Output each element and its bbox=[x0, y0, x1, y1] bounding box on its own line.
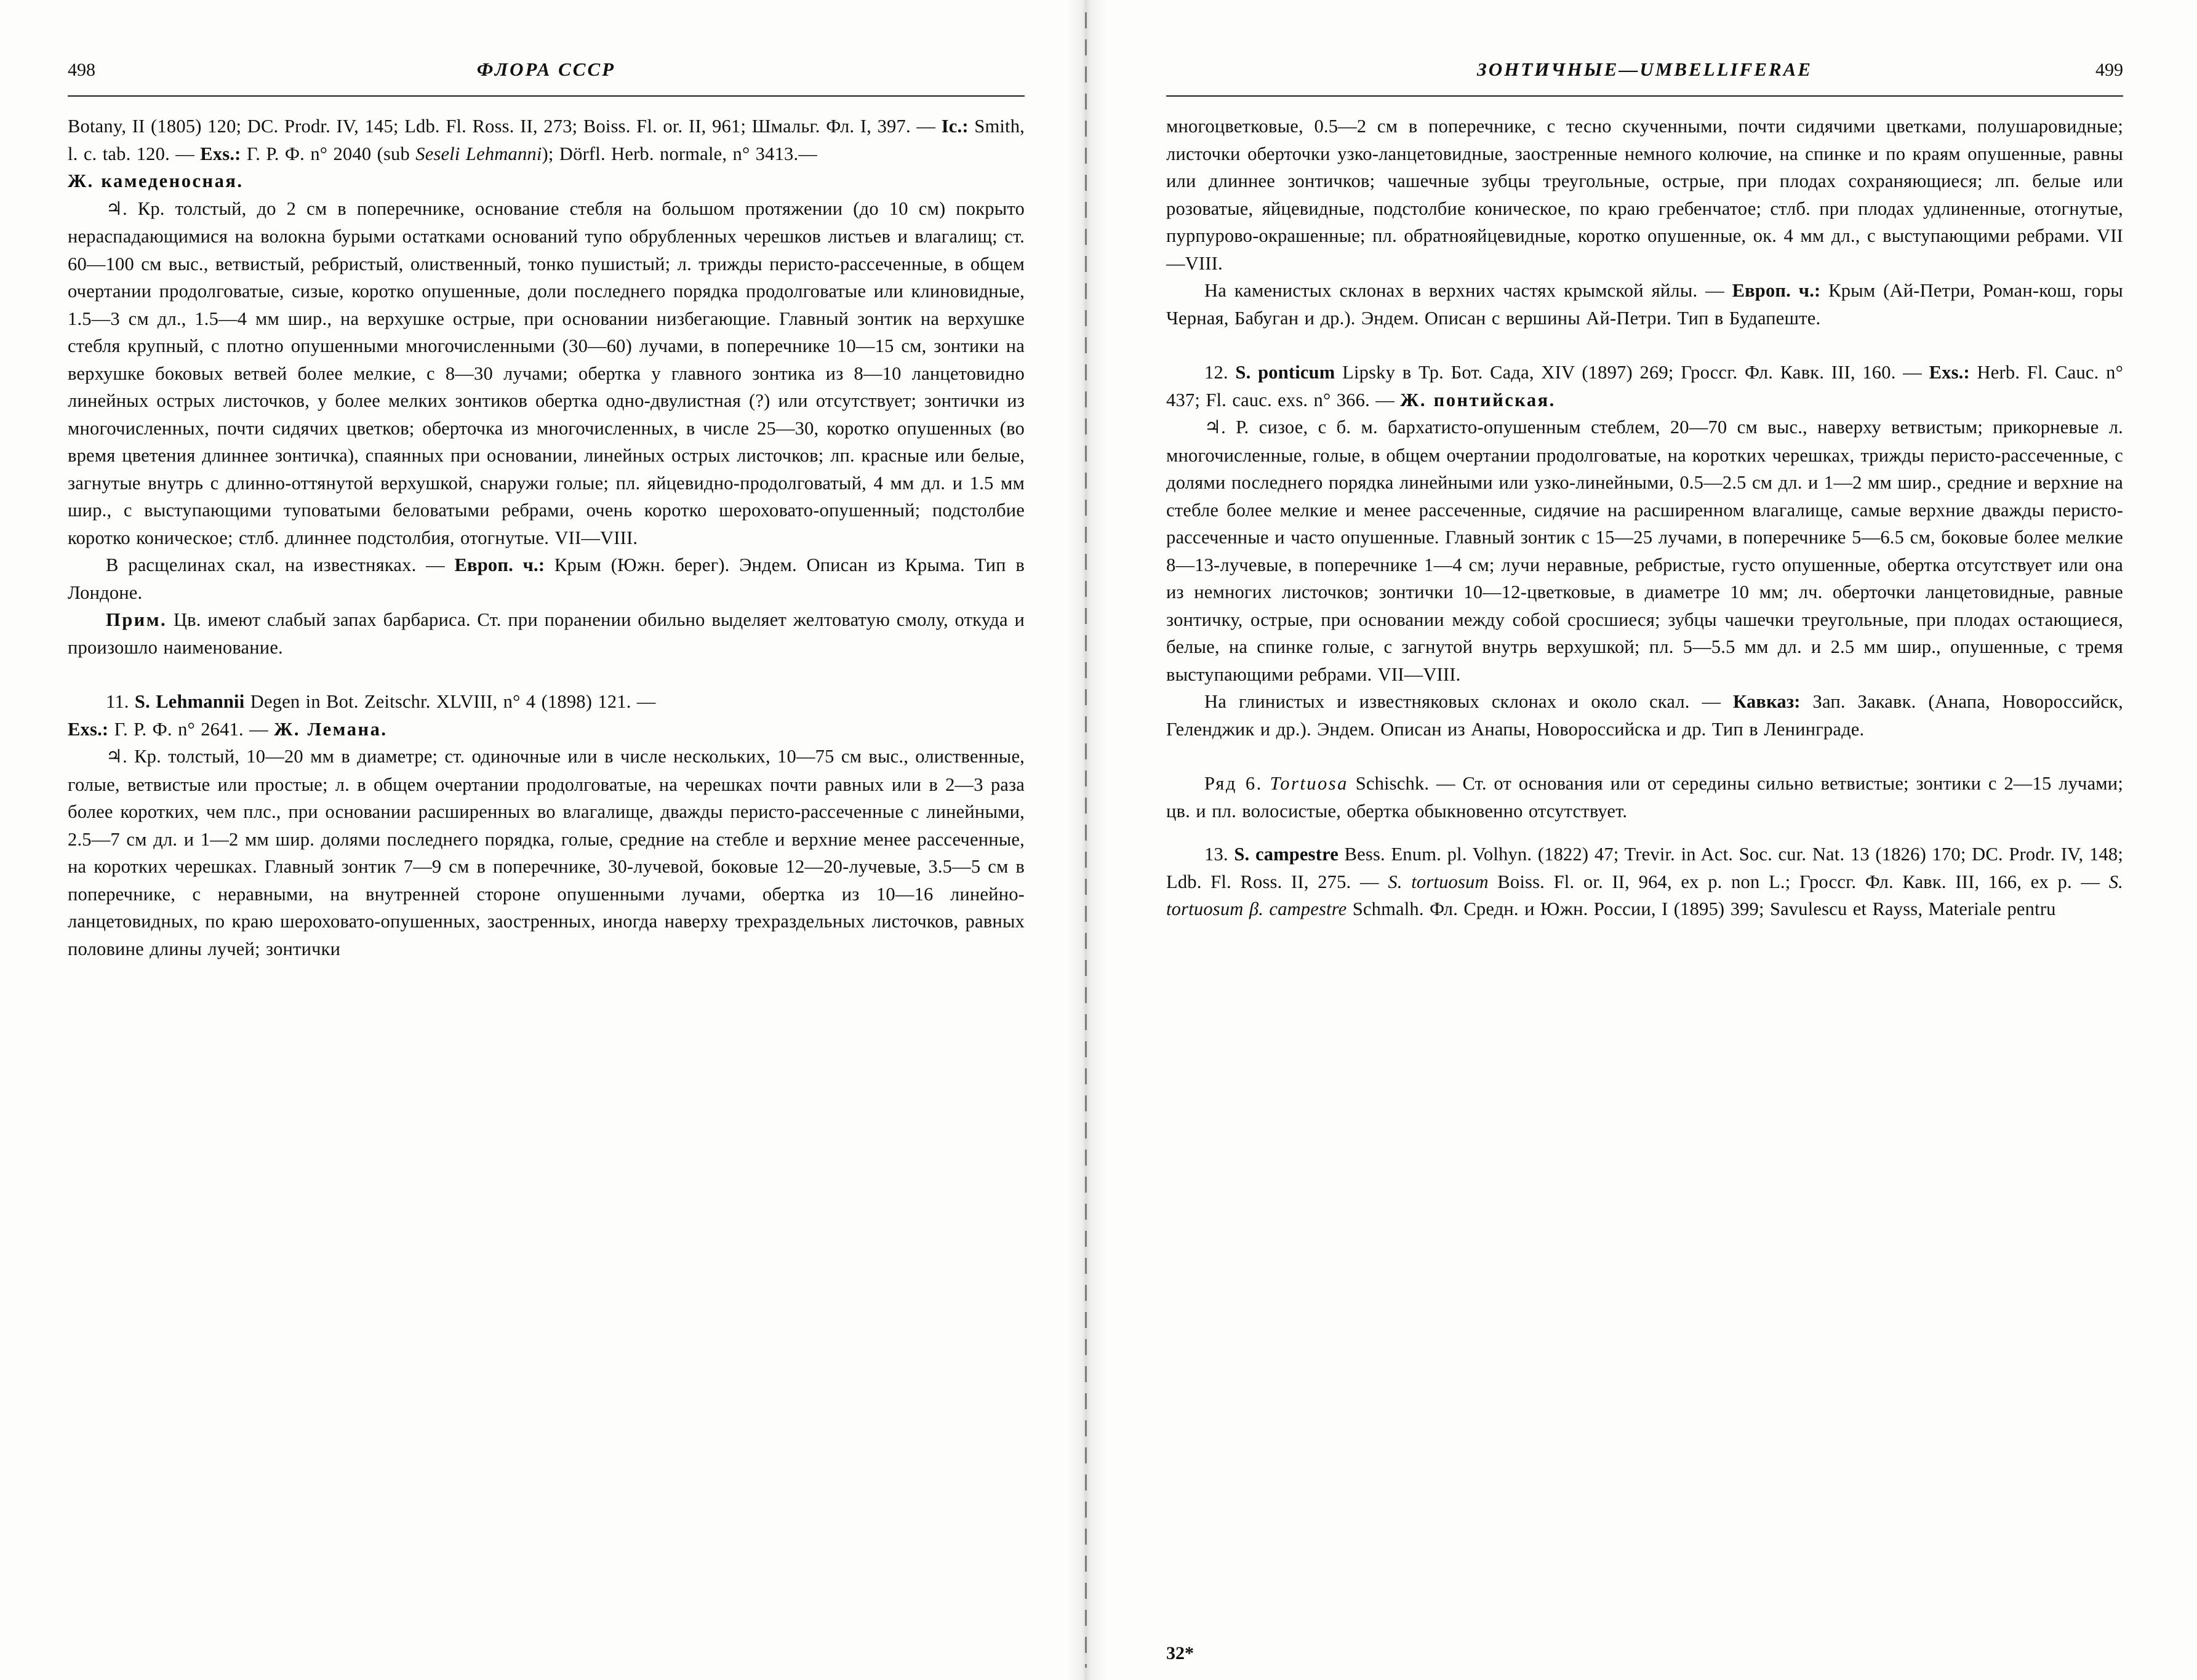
entry-13-synonym-1: S. tortuosum bbox=[1388, 871, 1489, 892]
entry-11-number: 11. bbox=[106, 691, 129, 712]
series-label: Ряд 6. bbox=[1204, 773, 1263, 794]
perennial-symbol: ♃. bbox=[106, 746, 127, 767]
entry-12-heading: 12. S. ponticum Lipsky в Тр. Бот. Сада, XIV (1897) 269; Гроссг. Фл. Кавк. III, 160. — Exs.: Herb. Fl. Cauc. n° 437; Fl. cauc. exs. n° 366. — Ж. понтийская. bbox=[1166, 362, 2123, 410]
entry-12-number: 12. bbox=[1204, 362, 1228, 383]
habitat-paragraph-11: На каменистых склонах в верхних частях крымской яйлы. — Европ. ч.: Крым (Ай-Петри, Роман-кош, горы Черная, Бабуган и др.). Эндем. Описан с вершины Ай-Петри. Тип в Будапеште. bbox=[1166, 280, 2123, 329]
left-folio: 498 bbox=[68, 60, 95, 80]
citation-block: Botany, II (1805) 120; DC. Prodr. IV, 145; Ldb. Fl. Ross. II, 273; Boiss. Fl. or. II, 961; Шмальг. Фл. I, 397. — Ic.: Smith, l. c. tab. 120. — Exs.: Г. Р. Ф. n° 2040 (sub Seseli Lehmanni); Dörfl. Herb. normale, n° 3413.— Ж. камеденосная. bbox=[68, 116, 1025, 191]
habitat-paragraph-1: В расщелинах скал, на известняках. — Европ. ч.: Крым (Южн. берег). Эндем. Описан из Крыма. Тип в Лондоне. bbox=[68, 554, 1025, 603]
right-head-rule bbox=[1166, 95, 2123, 97]
entry-12-description: ♃. Р. сизое, с б. м. бархатисто-опушенным стеблем, 20—70 см выс., наверху ветвистым; прикорневые л. многочисленные, голые, в общем очертании продолговатые, на коротких черешках, трижды перисто-рассеченные, с долями последнего порядка линейными или узко-линейными, 0.5—2.5 см дл. и 1—2 мм шир., средние и верхние на стебле более мелкие и менее рассеченные, сидячие на расширенном влагалище, самые верхние дважды перисто-рассеченные и часто опушенные. Главный зонтик с 15—25 лучами, в поперечнике 5—6.5 см, боковые более мелкие 8—13-лучевые, в поперечнике 1—4 см; лучи неравные, ребристые, густо опушенные, обертка отсутствует или она из немногих листочков; зонтички 10—12-цветковые, в диаметре 10 мм; лч. оберточки ланцетовидные, равные зонтичку, острые, при основании между собой сросшиеся; зубцы чашечки треугольные, при плодах остающиеся, белые, на спинке голые, с загнутой внутрь верхушкой; пл. 5—5.5 мм дл. и 2.5 мм шир., опушенные, с тремя выступающими ребрами. VII—VIII. bbox=[1166, 417, 2124, 685]
left-running-head bbox=[68, 58, 1025, 92]
entry-11-russian-name: Ж. Лемана. bbox=[274, 718, 388, 740]
region-label-europ: Европ. ч.: bbox=[454, 554, 545, 575]
entry-12-species-name: S. ponticum bbox=[1235, 362, 1335, 383]
right-folio: 499 bbox=[2095, 60, 2123, 80]
entry-12-habitat: На глинистых и известняковых склонах и около скал. — Кавказ: Зап. Закавк. (Анапа, Новороссийск, Геленджик и др.). Эндем. Описан из Анапы, Новороссийска и др. Тип в Ленинграде. bbox=[1166, 691, 2123, 740]
region-label-europ: Европ. ч.: bbox=[1732, 280, 1821, 301]
perennial-symbol: ♃. bbox=[1204, 417, 1226, 438]
right-running-head bbox=[1166, 58, 2123, 92]
signature-mark: 32* bbox=[1166, 1643, 1194, 1663]
russian-name-1: Ж. камеденосная. bbox=[68, 170, 244, 191]
left-running-title: ФЛОРА СССР bbox=[476, 58, 616, 80]
entry-12-russian-name: Ж. понтийская. bbox=[1400, 389, 1556, 410]
note-label: Прим. bbox=[106, 609, 167, 630]
description-paragraph-1: ♃. Кр. толстый, до 2 см в поперечнике, основание стебля на большом протяжении (до 10 см) покрыто нераспадающимися на волокна бурыми остатками оснований тупо обрубленных черешков листьев и влагалищ; ст. 60—100 см выс., ветвистый, ребристый, олиственный, тонко пушистый; л. трижды перисто-рассеченные, в общем очертании продолговатые, сизые, коротко опушенные, доли последнего порядка продолговатые или клиновидные, 1.5—3 см дл., 1.5—4 мм шир., на верхушке острые, при основании низбегающие. Главный зонтик на верхушке стебля крупный, с плотно опушенными многочисленными (30—60) лучами, в поперечнике 10—15 см, зонтики на верхушке боковых ветвей более мелкие, с 8—30 лучами; обертка у главного зонтика из 8—10 ланцетовидно линейных острых листочков, у более мелких зонтиков обертка одно-двулистная (?) или отсутствует; зонтички из многочисленных, почти сидячих цветков; оберточка из многочисленных, в числе 25—30, коротко опушенных (во время цветения длиннее зонтичка), спаянных при основании, линейных острых листочков; лп. красные или белые, загнутые внутрь с длинно-оттянутой верхушкой, снаружи голые; пл. яйцевидно-продолговатый, 4 мм дл. и 1.5 мм шир., с выступающими туповатыми беловатыми ребрами, очень коротко шероховато-опушенный; подстолбие коротко коническое; стлб. длиннее подстолбия, отогнутые. VII—VIII. bbox=[68, 198, 1025, 548]
right-running-title: ЗОНТИЧНЫЕ—UMBELLIFERAE bbox=[1477, 58, 1812, 80]
perennial-symbol: ♃. bbox=[106, 198, 127, 219]
entry-11-species-name: S. Lehmannii bbox=[134, 691, 245, 712]
series-6-paragraph: Ряд 6. Tortuosa Schischk. — Ст. от основания или от середины сильно ветвистые; зонтики с 2—15 лучами; цв. и пл. волосистые, обертка обыкновенно отсутствует. bbox=[1166, 773, 2124, 822]
entry-13-number: 13. bbox=[1204, 844, 1228, 865]
region-label-kavkaz: Кавказ: bbox=[1733, 691, 1801, 712]
entry-13-species-name: S. campestre bbox=[1234, 844, 1339, 865]
entry-13-heading: 13. S. campestre Bess. Enum. pl. Volhyn. (1822) 47; Trevir. in Act. Soc. cur. Nat. 13 (1826) 170; DC. Prodr. IV, 148; Ldb. Fl. Ross. II, 275. — S. tortuosum Boiss. Fl. or. II, 964, ex p. non L.; Гроссг. Фл. Кавк. III, 166, ex p. — S. tortuosum β. campestre Schmalh. Фл. Средн. и Южн. России, I (1895) 399; Savulescu et Rayss, Materiale pentru bbox=[1166, 844, 2124, 919]
left-head-rule bbox=[68, 95, 1025, 97]
entry-13-synonym-2: S. tortuosum β. campestre bbox=[1166, 871, 2123, 919]
series-name: Tortuosa bbox=[1270, 773, 1348, 794]
left-page bbox=[0, 0, 1098, 1680]
note-paragraph-1: Прим. Цв. имеют слабый запах барбариса. Ст. при поранении обильно выделяет желтоватую смолу, откуда и произошло наименование. bbox=[68, 609, 1025, 658]
entry-11-heading: 11. S. Lehmannii Degen in Bot. Zeitschr. XLVIII, n° 4 (1898) 121. — Exs.: Г. Р. Ф. n° 2641. — Ж. Лемана. bbox=[68, 691, 656, 740]
entry-11-description: ♃. Кр. толстый, 10—20 мм в диаметре; ст. одиночные или в числе нескольких, 10—75 см выс., олиственные, голые, ветвистые или простые; л. в общем очертании продолговатые, на черешках почти равных или в 2—3 раза более коротких, чем плс., при основании расширенных во влагалище, дважды перисто-рассеченные с линейными, 2.5—7 см дл. и 1—2 мм шир. долями последнего порядка, голые, средние на стебле и верхние менее рассеченные, на коротких черешках. Главный зонтик 7—9 см в поперечнике, 30-лучевой, боковые 12—20-лучевые, 3.5—5 см в поперечнике, с неравными, на внутренней стороне опушенными лучами, обертка из 10—16 линейно-ланцетовидных, по краю шероховато-опушенных, заостренных, иногда наверху трехраздельных листочков, равных половине длины лучей; зонтички bbox=[68, 746, 1025, 959]
continuation-paragraph: многоцветковые, 0.5—2 см в поперечнике, с тесно скученными, почти сидячими цветками, полушаровидные; листочки оберточки узко-ланцетовидные, заостренные немного колючие, на спинке и по краям опушенные, равны или длиннее зонтичков; чашечные зубцы треугольные, острые, при плодах сохраняющиеся; лп. белые или розоватые, яйцевидные, подстолбие коническое, по краю гребенчатое; стлб. при плодах удлиненные, отогнутые, пурпурово-окрашенные; пл. обратнояйцевидные, коротко опушенные, ок. 4 мм дл., с выступающими ребрами. VII—VIII. bbox=[1166, 116, 2123, 274]
right-page bbox=[1098, 0, 2197, 1680]
